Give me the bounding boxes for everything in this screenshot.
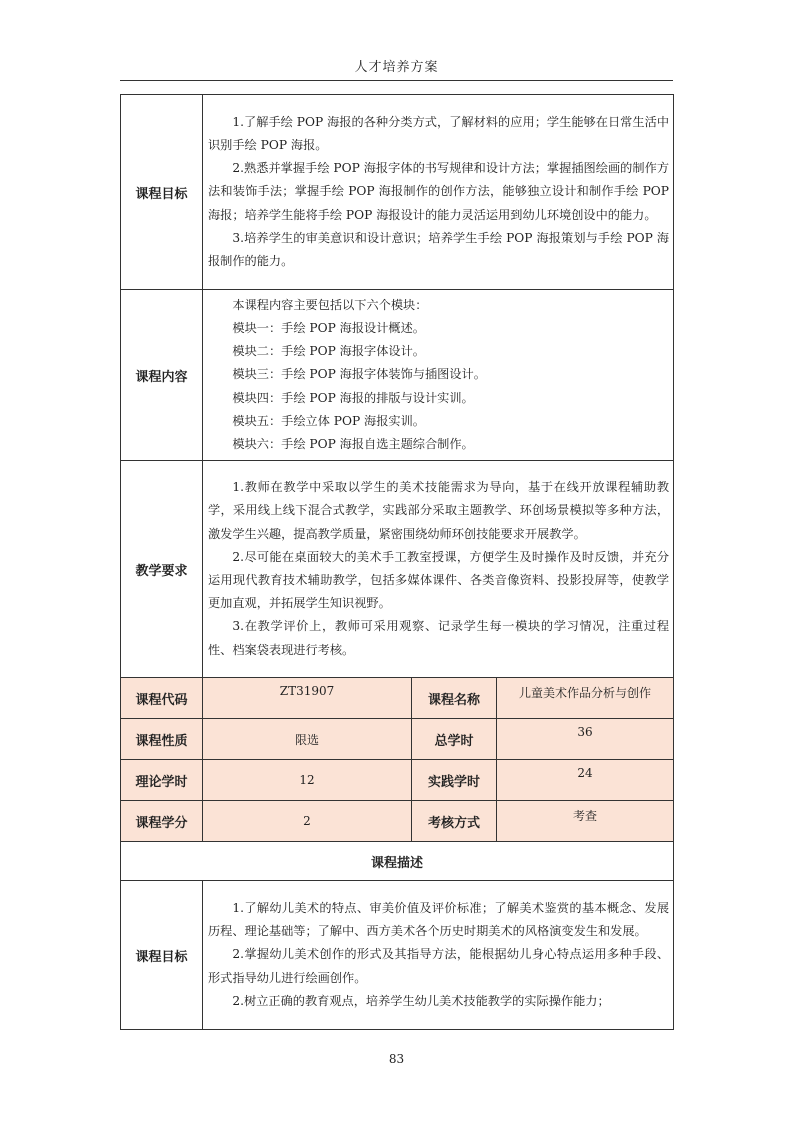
content-label: 课程内容 — [121, 290, 203, 461]
objective-item: 1.了解手绘 POP 海报的各种分类方式，了解材料的应用；学生能够在日常生活中识别手绘 POP 海报。 — [208, 114, 670, 152]
course2-credits-row — [121, 801, 674, 842]
course-description-heading: 课程描述 — [121, 842, 674, 881]
course-code-value: ZT31907 — [203, 678, 412, 719]
objectives-text — [203, 881, 674, 1030]
objectives-label: 课程目标 — [121, 95, 203, 290]
requirements-text — [203, 461, 674, 678]
objective-item: 1.了解幼儿美术的特点、审美价值及评价标准；了解美术鉴赏的基本概念、发展历程、理论基础等；了解中、西方美术各个历史时期美术的风格演变发生和发展。 — [208, 900, 670, 939]
course2-objectives-row — [121, 881, 674, 1030]
content-item: 模块二：手绘 POP 海报字体设计。 — [232, 344, 425, 359]
total-hours-value: 36 — [497, 719, 674, 760]
course-name-label: 课程名称 — [412, 678, 497, 719]
course-name-value: 儿童美术作品分析与创作 — [497, 678, 674, 719]
objective-item: 2.树立正确的教育观点，培养学生幼儿美术技能教学的实际操作能力； — [232, 993, 610, 1008]
requirements-label: 教学要求 — [121, 461, 203, 678]
practice-hours-value: 24 — [497, 760, 674, 801]
requirement-item: 3.在教学评价上，教师可采用观察、记录学生每一模块的学习情况，注重过程性、档案袋表现进行考核。 — [208, 619, 670, 657]
content-item: 模块一：手绘 POP 海报设计概述。 — [232, 320, 425, 335]
course2-hours-row — [121, 760, 674, 801]
objective-item: 2.熟悉并掌握手绘 POP 海报字体的书写规律和设计方法；掌握插图绘画的制作方法和装饰手法；掌握手绘 POP 海报制作的创作方法，能够独立设计和制作手绘 POP 海报；培养学生能将手绘 POP 海报设计的能力灵活运用到幼儿环境创设中的能力。 — [208, 161, 670, 222]
course2-nature-row — [121, 719, 674, 760]
content-item: 模块三：手绘 POP 海报字体装饰与插图设计。 — [232, 367, 486, 382]
objectives-text — [203, 95, 674, 290]
page-number: 83 — [388, 1052, 405, 1066]
course2-code-row — [121, 678, 674, 719]
content-text — [203, 290, 674, 461]
course1-content-row — [121, 290, 674, 461]
course-code-label: 课程代码 — [121, 678, 203, 719]
course-nature-label: 课程性质 — [121, 719, 203, 760]
theory-hours-label: 理论学时 — [121, 760, 203, 801]
requirement-item: 2.尽可能在桌面较大的美术手工教室授课，方便学生及时操作及时反馈，并充分运用现代教育技术辅助教学，包括多媒体课件、各类音像资料、投影投屏等，使教学更加直观，并拓展学生知识视野。 — [208, 549, 670, 611]
assessment-value: 考查 — [497, 801, 674, 842]
practice-hours-label: 实践学时 — [412, 760, 497, 801]
credits-value: 2 — [203, 801, 412, 842]
total-hours-label: 总学时 — [412, 719, 497, 760]
content-item: 模块六：手绘 POP 海报自选主题综合制作。 — [232, 437, 474, 451]
objectives-label: 课程目标 — [121, 881, 203, 1030]
course2-description-header-row — [121, 842, 674, 881]
credits-label: 课程学分 — [121, 801, 203, 842]
assessment-label: 考核方式 — [412, 801, 497, 842]
content-item: 本课程内容主要包括以下六个模块： — [232, 297, 428, 312]
content-item: 模块五：手绘立体 POP 海报实训。 — [232, 413, 425, 428]
content-item: 模块四：手绘 POP 海报的排版与设计实训。 — [232, 390, 474, 405]
course1-objectives-row — [121, 95, 674, 290]
objective-item: 2.掌握幼儿美术创作的形式及其指导方法，能根据幼儿身心特点运用多种手段、形式指导幼儿进行绘画创作。 — [208, 947, 670, 985]
page-header-title: 人才培养方案 — [354, 60, 439, 75]
course1-requirements-row — [121, 461, 674, 678]
requirement-item: 1.教师在教学中采取以学生的美术技能需求为导向，基于在线开放课程辅助教学，采用线上线下混合式教学，实践部分采取主题教学、环创场景模拟等多种方法，激发学生兴趣，提高教学质量，紧密围绕幼师环创技能要求开展教学。 — [208, 480, 670, 541]
theory-hours-value: 12 — [203, 760, 412, 801]
curriculum-table — [120, 94, 674, 1030]
objective-item: 3.培养学生的审美意识和设计意识；培养学生手绘 POP 海报策划与手绘 POP 海报制作的能力。 — [208, 230, 670, 268]
course-nature-value: 限选 — [203, 719, 412, 760]
header-divider — [120, 80, 673, 81]
